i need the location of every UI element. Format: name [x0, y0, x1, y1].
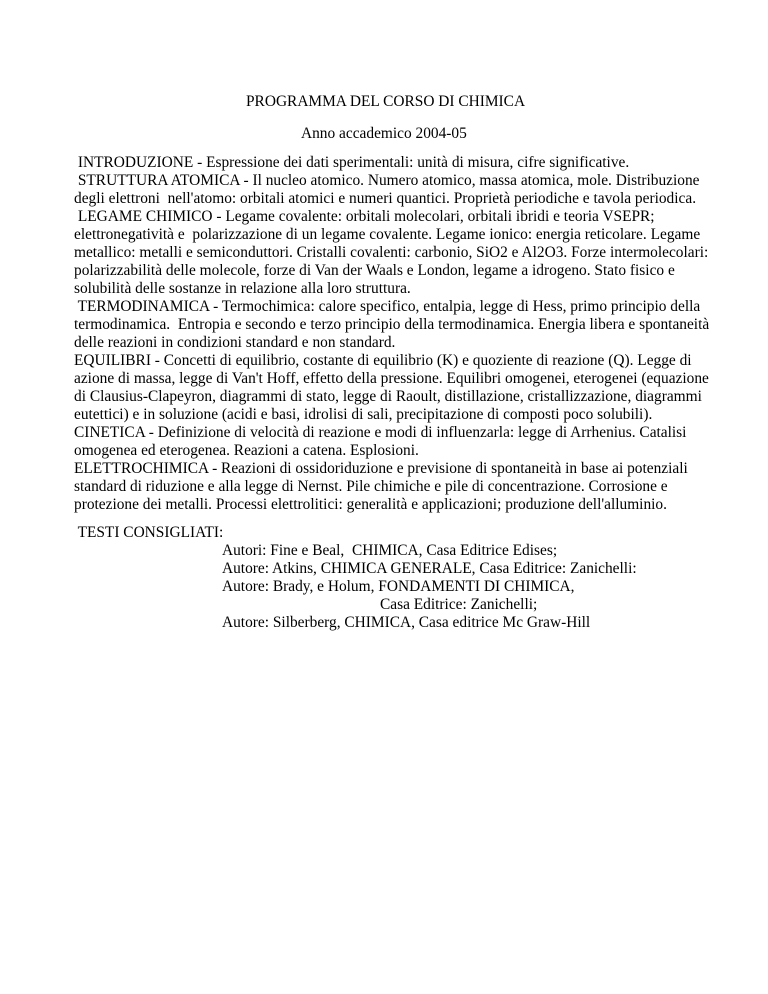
body-line: standard di riduzione e alla legge di Nernst. Pile chimiche e pile di concentrazione. Corrosione e [74, 478, 668, 495]
body-line: termodinamica. Entropia e secondo e terzo principio della termodinamica. Energia libera e spontaneità [74, 316, 710, 333]
body-line: omogenea ed eterogenea. Reazioni a catena. Esplosioni. [74, 442, 419, 459]
body-line: EQUILIBRI - Concetti di equilibrio, costante di equilibrio (K) e quoziente di reazione (Q). Legge di [74, 352, 692, 369]
reference-line: Casa Editrice: Zanichelli; [380, 596, 538, 613]
body-line: LEGAME CHIMICO - Legame covalente: orbitali molecolari, orbitali ibridi e teoria VSEPR; [74, 208, 655, 225]
body-line: protezione dei metalli. Processi elettrolitici: generalità e applicazioni; produzione dell'alluminio. [74, 496, 667, 513]
body-line: metallico: metalli e semiconduttori. Cristalli covalenti: carbonio, SiO2 e Al2O3. Forze intermolecolari: [74, 244, 709, 261]
body-line: di Clausius-Clapeyron, diagrammi di stato, legge di Raoult, distillazione, cristallizzazione, diagrammi [74, 388, 702, 405]
reference-line: Autore: Silberberg, CHIMICA, Casa editrice Mc Graw-Hill [222, 614, 591, 631]
body-line: solubilità delle sostanze in relazione alla loro struttura. [74, 280, 411, 297]
texts-heading: TESTI CONSIGLIATI: [74, 524, 224, 541]
page-title: PROGRAMMA DEL CORSO DI CHIMICA [246, 93, 526, 110]
body-line: ELETTROCHIMICA - Reazioni di ossidoriduzione e previsione di spontaneità in base ai potenziali [74, 460, 688, 477]
body-line: TERMODINAMICA - Termochimica: calore specifico, entalpia, legge di Hess, primo principio della [74, 298, 701, 315]
body-line: elettronegatività e polarizzazione di un legame covalente. Legame ionico: energia reticolare. Legame [74, 226, 701, 243]
body-line: delle reazioni in condizioni standard e non standard. [74, 334, 396, 351]
body-line: STRUTTURA ATOMICA - Il nucleo atomico. Numero atomico, massa atomica, mole. Distribuzione [74, 172, 700, 189]
body-line: degli elettroni nell'atomo: orbitali atomici e numeri quantici. Proprietà periodiche e tavola periodica. [74, 190, 697, 207]
body-line: eutettici) e in soluzione (acidi e basi, idrolisi di sali, precipitazione di composti poco solubili). [74, 406, 653, 423]
body-line: polarizzabilità delle molecole, forze di Van der Waals e London, legame a idrogeno. Stato fisico e [74, 262, 675, 279]
reference-line: Autori: Fine e Beal, CHIMICA, Casa Editrice Edises; [222, 542, 558, 559]
body-line: INTRODUZIONE - Espressione dei dati sperimentali: unità di misura, cifre significative. [74, 154, 630, 171]
reference-line: Autore: Atkins, CHIMICA GENERALE, Casa Editrice: Zanichelli: [222, 560, 637, 577]
body-line: azione di massa, legge di Van't Hoff, effetto della pressione. Equilibri omogenei, eterogenei (equazione [74, 370, 709, 387]
academic-year: Anno accademico 2004-05 [301, 125, 467, 142]
body-line: CINETICA - Definizione di velocità di reazione e modi di influenzarla: legge di Arrhenius. Catalisi [74, 424, 687, 441]
reference-line: Autore: Brady, e Holum, FONDAMENTI DI CHIMICA, [222, 578, 575, 595]
